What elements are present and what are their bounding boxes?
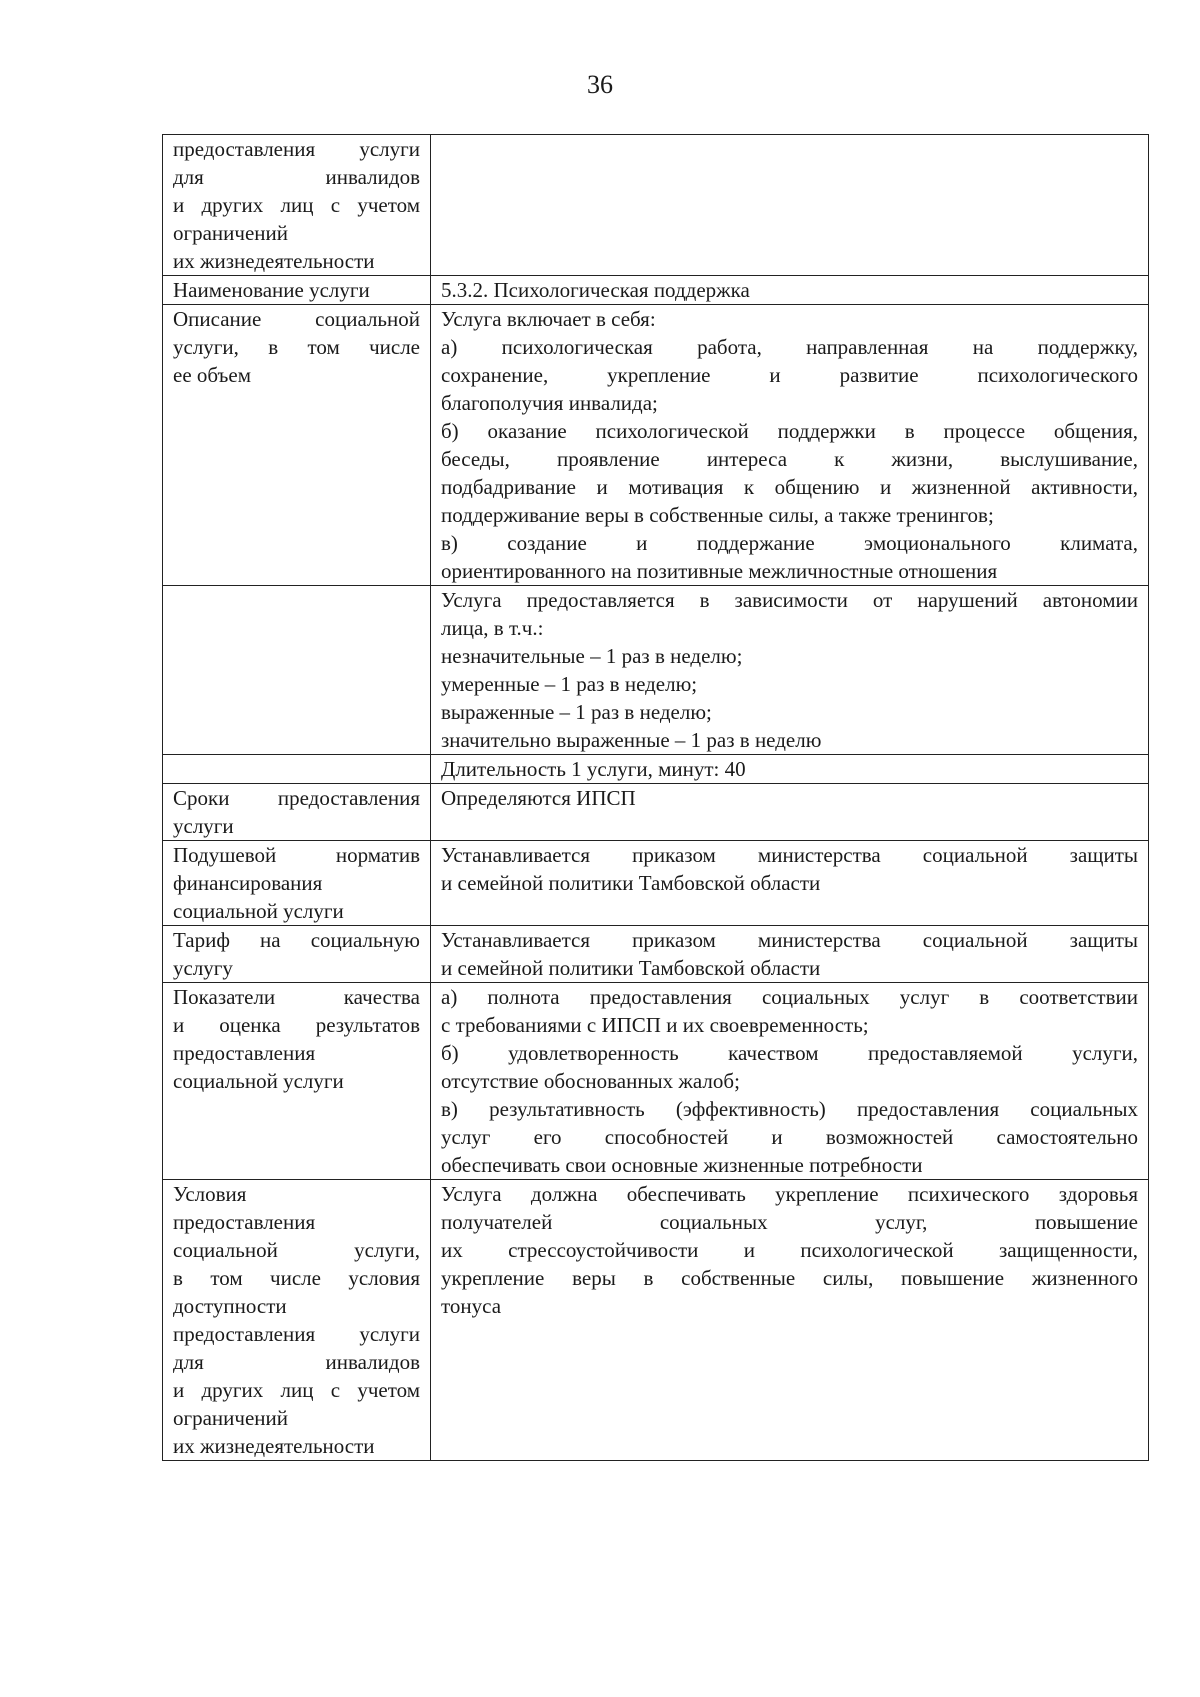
cell-line: значительно выраженные – 1 раз в неделю: [441, 728, 822, 752]
cell-line: Тариф на социальную: [173, 928, 420, 952]
cell-line: лица, в т.ч.:: [441, 616, 544, 640]
cell-line: беседы, проявление интереса к жизни, выслушивание,: [441, 447, 1138, 471]
cell-line: социальной услуги: [173, 899, 344, 923]
row-label-cell: [163, 755, 431, 784]
cell-line: с требованиями с ИПСП и их своевременность;: [441, 1013, 869, 1037]
row-label-cell: [163, 841, 431, 926]
cell-line: ограничений: [173, 1406, 289, 1430]
table-row: [163, 755, 1149, 784]
row-value-cell: [431, 841, 1149, 926]
cell-line: укрепление веры в собственные силы, повышение жизненного: [441, 1266, 1138, 1290]
cell-line: благополучия инвалида;: [441, 391, 658, 415]
cell-line: Описание социальной: [173, 307, 420, 331]
cell-line: для инвалидов: [173, 165, 420, 189]
cell-line: ее объем: [173, 363, 252, 387]
cell-line: обеспечивать свои основные жизненные потребности: [441, 1153, 923, 1177]
cell-line: Определяются ИПСП: [441, 786, 636, 810]
cell-line: б) удовлетворенность качеством предоставляемой услуги,: [441, 1041, 1138, 1065]
row-value-cell: [431, 305, 1149, 586]
table-row: [163, 983, 1149, 1180]
row-label-cell: [163, 276, 431, 305]
row-value-cell: [431, 926, 1149, 983]
table-row: [163, 276, 1149, 305]
cell-line: Устанавливается приказом министерства социальной защиты: [441, 928, 1138, 952]
cell-line: и семейной политики Тамбовской области: [441, 871, 821, 895]
cell-line: Наименование услуги: [173, 278, 370, 302]
table-row: [163, 841, 1149, 926]
cell-line: Услуга включает в себя:: [441, 307, 656, 331]
cell-line: Устанавливается приказом министерства социальной защиты: [441, 843, 1138, 867]
table-row: [163, 135, 1149, 276]
cell-line: ограничений: [173, 221, 289, 245]
row-label-cell: [163, 135, 431, 276]
cell-line: отсутствие обоснованных жалоб;: [441, 1069, 740, 1093]
cell-line: их жизнедеятельности: [173, 1434, 375, 1458]
cell-line: Услуга должна обеспечивать укрепление психического здоровья: [441, 1182, 1138, 1206]
service-name-cell: [431, 276, 1149, 305]
row-value-cell: [431, 1180, 1149, 1461]
table-row: [163, 784, 1149, 841]
cell-line: Подушевой норматив: [173, 843, 420, 867]
table-row: [163, 586, 1149, 755]
cell-line: 5.3.2. Психологическая поддержка: [441, 278, 750, 302]
row-value-cell: [431, 586, 1149, 755]
cell-line: услуги, в том числе: [173, 335, 420, 359]
cell-line: услуги: [173, 814, 234, 838]
cell-line: их жизнедеятельности: [173, 249, 375, 273]
row-label-cell: [163, 586, 431, 755]
row-value-cell: [431, 983, 1149, 1180]
page-number: 36: [587, 70, 613, 99]
cell-line: умеренные – 1 раз в неделю;: [441, 672, 698, 696]
row-label-cell: [163, 305, 431, 586]
cell-line: услуг его способностей и возможностей самостоятельно: [441, 1125, 1138, 1149]
cell-line: ориентированного на позитивные межличностные отношения: [441, 559, 998, 583]
row-label-cell: [163, 784, 431, 841]
cell-line: Показатели качества: [173, 985, 420, 1009]
row-value-cell: [431, 784, 1149, 841]
row-label-cell: [163, 983, 431, 1180]
cell-line: социальной услуги: [173, 1069, 344, 1093]
cell-line: предоставления услуги: [173, 1322, 420, 1346]
table-row: [163, 926, 1149, 983]
cell-line: финансирования: [173, 871, 323, 895]
cell-line: социальной услуги,: [173, 1238, 420, 1262]
cell-line: и оценка результатов: [173, 1013, 420, 1037]
cell-line: б) оказание психологической поддержки в процессе общения,: [441, 419, 1138, 443]
cell-line: Длительность 1 услуги, минут: 40: [441, 757, 746, 781]
cell-line: предоставления: [173, 1041, 316, 1065]
cell-line: предоставления: [173, 1210, 316, 1234]
cell-line: поддерживание веры в собственные силы, а также тренингов;: [441, 503, 994, 527]
cell-line: предоставления услуги: [173, 137, 420, 161]
cell-line: и других лиц с учетом: [173, 1378, 420, 1402]
row-value-cell: [431, 755, 1149, 784]
cell-line: Условия: [173, 1182, 247, 1206]
cell-line: подбадривание и мотивация к общению и жизненной активности,: [441, 475, 1138, 499]
cell-line: незначительные – 1 раз в неделю;: [441, 644, 743, 668]
cell-line: доступности: [173, 1294, 287, 1318]
cell-line: Сроки предоставления: [173, 786, 420, 810]
cell-line: Услуга предоставляется в зависимости от нарушений автономии: [441, 588, 1138, 612]
cell-line: их стрессоустойчивости и психологической защищенности,: [441, 1238, 1138, 1262]
cell-line: получателей социальных услуг, повышение: [441, 1210, 1138, 1234]
row-label-cell: [163, 926, 431, 983]
cell-line: тонуса: [441, 1294, 502, 1318]
cell-line: в том числе условия: [173, 1266, 420, 1290]
cell-line: а) психологическая работа, направленная на поддержку,: [441, 335, 1138, 359]
row-label-cell: [163, 1180, 431, 1461]
table-row: [163, 1180, 1149, 1461]
services-table: [162, 134, 1149, 1461]
table-row: [163, 305, 1149, 586]
cell-line: и семейной политики Тамбовской области: [441, 956, 821, 980]
cell-line: в) создание и поддержание эмоционального климата,: [441, 531, 1138, 555]
cell-line: для инвалидов: [173, 1350, 420, 1374]
cell-line: в) результативность (эффективность) предоставления социальных: [441, 1097, 1138, 1121]
cell-line: а) полнота предоставления социальных услуг в соответствии: [441, 985, 1138, 1009]
cell-line: выраженные – 1 раз в неделю;: [441, 700, 712, 724]
cell-line: услугу: [173, 956, 233, 980]
row-value-cell: [431, 135, 1149, 276]
cell-line: сохранение, укрепление и развитие психологического: [441, 363, 1138, 387]
cell-line: и других лиц с учетом: [173, 193, 420, 217]
